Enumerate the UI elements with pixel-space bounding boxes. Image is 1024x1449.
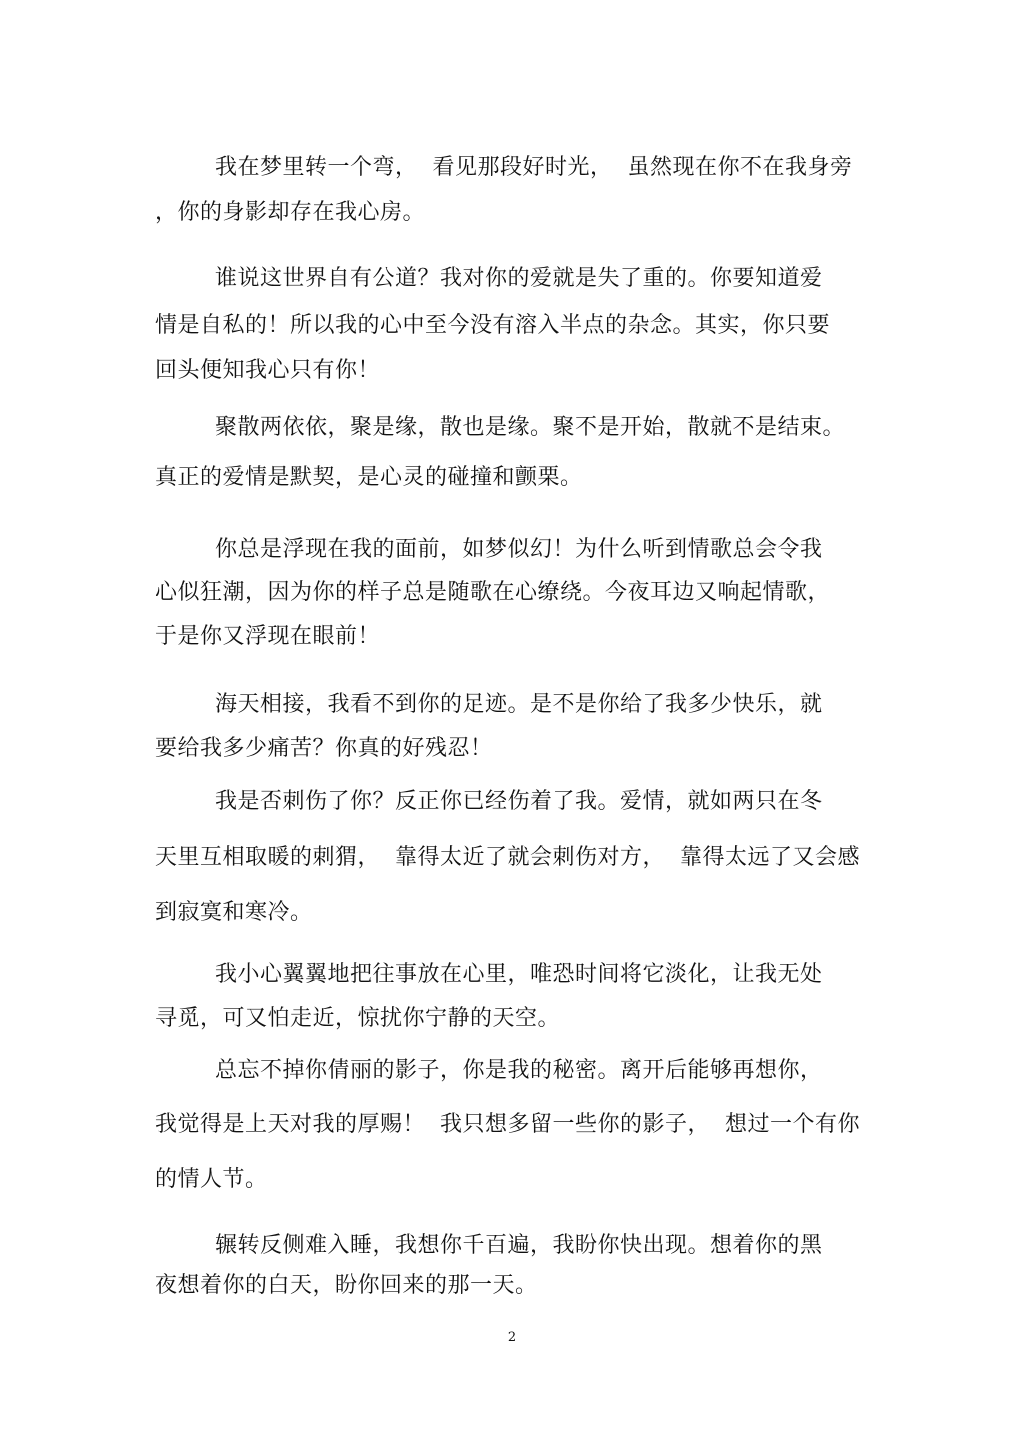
paragraph-4-line-1: 你总是浮现在我的面前，如梦似幻！为什么听到情歌总会令我 bbox=[215, 537, 823, 562]
paragraph-9-line-1: 辗转反侧难入睡，我想你千百遍，我盼你快出现。想着你的黑 bbox=[215, 1233, 823, 1258]
paragraph-6-line-1: 我是否刺伤了你？反正你已经伤着了我。爱情，就如两只在冬 bbox=[215, 789, 823, 814]
paragraph-5-line-2: 要给我多少痛苦？你真的好残忍！ bbox=[155, 736, 493, 761]
paragraph-2-line-3: 回头便知我心只有你！ bbox=[155, 358, 381, 383]
page-number: 2 bbox=[507, 1330, 517, 1345]
paragraph-3-line-1: 聚散两依依，聚是缘，散也是缘。聚不是开始，散就不是结束。 bbox=[215, 415, 846, 440]
paragraph-3-line-2: 真正的爱情是默契，是心灵的碰撞和颤栗。 bbox=[155, 465, 583, 490]
paragraph-8-line-3: 的情人节。 bbox=[155, 1167, 268, 1192]
paragraph-2-line-2: 情是自私的！所以我的心中至今没有溶入半点的杂念。其实，你只要 bbox=[155, 313, 831, 338]
paragraph-7-line-2: 寻觅，可又怕走近，惊扰你宁静的天空。 bbox=[155, 1006, 561, 1031]
paragraph-4-line-3: 于是你又浮现在眼前！ bbox=[155, 624, 381, 649]
paragraph-5-line-1: 海天相接，我看不到你的足迹。是不是你给了我多少快乐，就 bbox=[215, 692, 823, 717]
paragraph-8-line-1: 总忘不掉你倩丽的影子，你是我的秘密。离开后能够再想你， bbox=[215, 1058, 823, 1083]
paragraph-7-line-1: 我小心翼翼地把往事放在心里，唯恐时间将它淡化，让我无处 bbox=[215, 962, 823, 987]
paragraph-8-line-2: 我觉得是上天对我的厚赐！ 我只想多留一些你的影子， 想过一个有你 bbox=[155, 1112, 860, 1137]
paragraph-4-line-2: 心似狂潮，因为你的样子总是随歌在心缭绕。今夜耳边又响起情歌， bbox=[155, 580, 831, 605]
paragraph-2-line-1: 谁说这世界自有公道？我对你的爱就是失了重的。你要知道爱 bbox=[215, 266, 823, 291]
paragraph-9-line-2: 夜想着你的白天，盼你回来的那一天。 bbox=[155, 1273, 538, 1298]
paragraph-6-line-2: 天里互相取暖的刺猬， 靠得太近了就会刺伤对方， 靠得太远了又会感 bbox=[155, 845, 860, 870]
paragraph-6-line-3: 到寂寞和寒冷。 bbox=[155, 900, 313, 925]
paragraph-1-line-1: 我在梦里转一个弯， 看见那段好时光， 虽然现在你不在我身旁 bbox=[215, 155, 853, 180]
paragraph-1-line-2: ，你的身影却存在我心房。 bbox=[155, 200, 426, 225]
